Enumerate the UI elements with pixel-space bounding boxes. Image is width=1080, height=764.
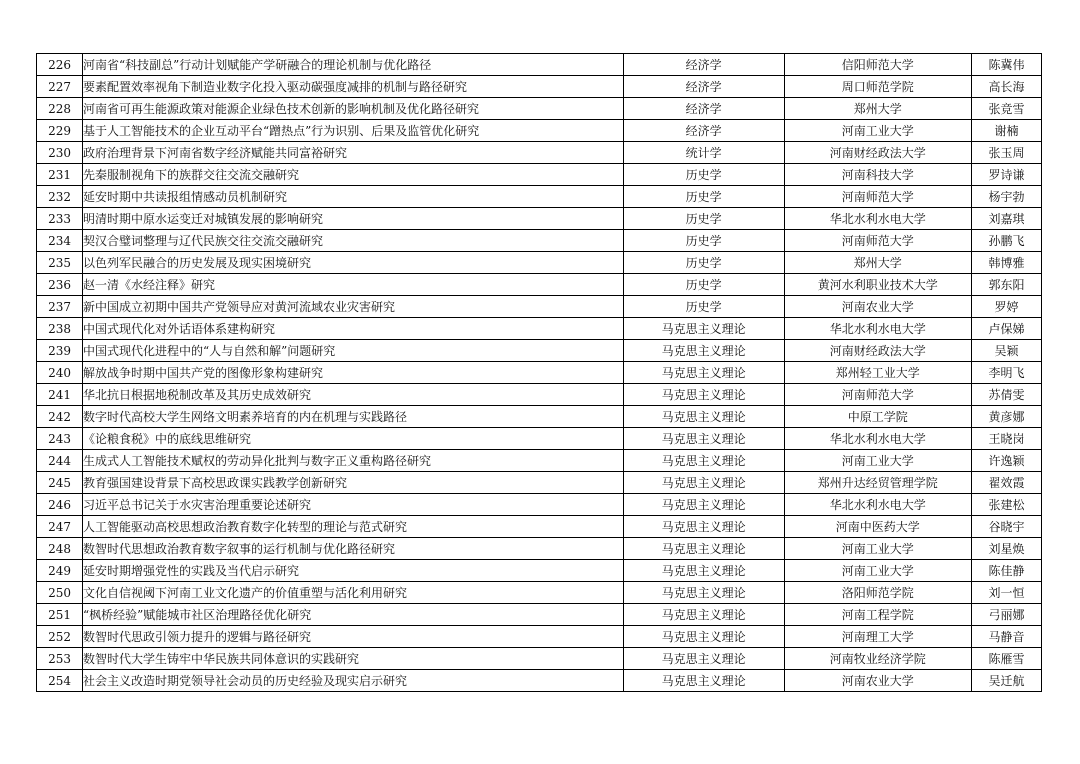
discipline-cell: 历史学 — [623, 164, 784, 186]
table-row — [37, 560, 1042, 582]
applicant-name-cell: 陈佳静 — [971, 560, 1041, 582]
table-row — [37, 604, 1042, 626]
discipline-cell: 马克思主义理论 — [623, 538, 784, 560]
table-row — [37, 626, 1042, 648]
project-title-cell: 政府治理背景下河南省数字经济赋能共同富裕研究 — [83, 142, 624, 164]
project-title-cell: 生成式人工智能技术赋权的劳动异化批判与数字正义重构路径研究 — [83, 450, 624, 472]
table-row — [37, 208, 1042, 230]
row-number-cell: 235 — [37, 252, 83, 274]
discipline-cell: 马克思主义理论 — [623, 472, 784, 494]
table-row — [37, 164, 1042, 186]
project-title-cell: 华北抗日根据地税制改革及其历史成效研究 — [83, 384, 624, 406]
institution-cell: 华北水利水电大学 — [784, 208, 971, 230]
institution-cell: 华北水利水电大学 — [784, 494, 971, 516]
table-row — [37, 54, 1042, 76]
project-title-cell: 文化自信视阈下河南工业文化遗产的价值重塑与活化利用研究 — [83, 582, 624, 604]
discipline-cell: 经济学 — [623, 98, 784, 120]
table-row — [37, 186, 1042, 208]
discipline-cell: 马克思主义理论 — [623, 582, 784, 604]
applicant-name-cell: 郭东阳 — [971, 274, 1041, 296]
project-title-cell: 《论粮食税》中的底线思维研究 — [83, 428, 624, 450]
row-number-cell: 241 — [37, 384, 83, 406]
table-row — [37, 296, 1042, 318]
row-number-cell: 248 — [37, 538, 83, 560]
row-number-cell: 245 — [37, 472, 83, 494]
institution-cell: 河南师范大学 — [784, 384, 971, 406]
project-title-cell: 先秦服制视角下的族群交往交流交融研究 — [83, 164, 624, 186]
row-number-cell: 242 — [37, 406, 83, 428]
applicant-name-cell: 罗婷 — [971, 296, 1041, 318]
discipline-cell: 马克思主义理论 — [623, 516, 784, 538]
row-number-cell: 229 — [37, 120, 83, 142]
institution-cell: 郑州升达经贸管理学院 — [784, 472, 971, 494]
row-number-cell: 228 — [37, 98, 83, 120]
table-row — [37, 516, 1042, 538]
applicant-name-cell: 马静音 — [971, 626, 1041, 648]
applicant-name-cell: 苏倩雯 — [971, 384, 1041, 406]
applicant-name-cell: 张玉周 — [971, 142, 1041, 164]
discipline-cell: 经济学 — [623, 76, 784, 98]
institution-cell: 河南科技大学 — [784, 164, 971, 186]
discipline-cell: 历史学 — [623, 252, 784, 274]
row-number-cell: 231 — [37, 164, 83, 186]
institution-cell: 信阳师范大学 — [784, 54, 971, 76]
row-number-cell: 237 — [37, 296, 83, 318]
table-row — [37, 538, 1042, 560]
table-row — [37, 230, 1042, 252]
table-row — [37, 472, 1042, 494]
discipline-cell: 历史学 — [623, 230, 784, 252]
row-number-cell: 233 — [37, 208, 83, 230]
applicant-name-cell: 陈冀伟 — [971, 54, 1041, 76]
institution-cell: 郑州大学 — [784, 98, 971, 120]
discipline-cell: 马克思主义理论 — [623, 560, 784, 582]
institution-cell: 河南工业大学 — [784, 120, 971, 142]
project-table — [36, 53, 1042, 692]
row-number-cell: 230 — [37, 142, 83, 164]
row-number-cell: 240 — [37, 362, 83, 384]
institution-cell: 河南工业大学 — [784, 560, 971, 582]
applicant-name-cell: 黄彦娜 — [971, 406, 1041, 428]
table-row — [37, 362, 1042, 384]
discipline-cell: 马克思主义理论 — [623, 670, 784, 692]
project-title-cell: 河南省可再生能源政策对能源企业绿色技术创新的影响机制及优化路径研究 — [83, 98, 624, 120]
applicant-name-cell: 张建松 — [971, 494, 1041, 516]
applicant-name-cell: 张竞雪 — [971, 98, 1041, 120]
table-row — [37, 76, 1042, 98]
project-title-cell: 数智时代大学生铸牢中华民族共同体意识的实践研究 — [83, 648, 624, 670]
project-title-cell: 要素配置效率视角下制造业数字化投入驱动碳强度减排的机制与路径研究 — [83, 76, 624, 98]
row-number-cell: 227 — [37, 76, 83, 98]
row-number-cell: 243 — [37, 428, 83, 450]
institution-cell: 华北水利水电大学 — [784, 318, 971, 340]
discipline-cell: 马克思主义理论 — [623, 648, 784, 670]
row-number-cell: 246 — [37, 494, 83, 516]
table-row — [37, 582, 1042, 604]
applicant-name-cell: 杨宇勃 — [971, 186, 1041, 208]
row-number-cell: 232 — [37, 186, 83, 208]
institution-cell: 河南理工大学 — [784, 626, 971, 648]
institution-cell: 河南工业大学 — [784, 450, 971, 472]
discipline-cell: 历史学 — [623, 186, 784, 208]
discipline-cell: 马克思主义理论 — [623, 340, 784, 362]
project-title-cell: 契汉合璧词整理与辽代民族交往交流交融研究 — [83, 230, 624, 252]
institution-cell: 华北水利水电大学 — [784, 428, 971, 450]
applicant-name-cell: 卢保娣 — [971, 318, 1041, 340]
table-row — [37, 670, 1042, 692]
applicant-name-cell: 孙鹏飞 — [971, 230, 1041, 252]
table-row — [37, 252, 1042, 274]
project-title-cell: 以色列军民融合的历史发展及现实困境研究 — [83, 252, 624, 274]
row-number-cell: 253 — [37, 648, 83, 670]
table-row — [37, 428, 1042, 450]
table-row — [37, 384, 1042, 406]
project-title-cell: 赵一清《水经注释》研究 — [83, 274, 624, 296]
row-number-cell: 251 — [37, 604, 83, 626]
discipline-cell: 马克思主义理论 — [623, 318, 784, 340]
institution-cell: 郑州轻工业大学 — [784, 362, 971, 384]
table-body — [37, 54, 1042, 692]
institution-cell: 河南工业大学 — [784, 538, 971, 560]
institution-cell: 河南财经政法大学 — [784, 142, 971, 164]
table-row — [37, 340, 1042, 362]
applicant-name-cell: 罗诗谦 — [971, 164, 1041, 186]
row-number-cell: 252 — [37, 626, 83, 648]
project-title-cell: “枫桥经验”赋能城市社区治理路径优化研究 — [83, 604, 624, 626]
row-number-cell: 244 — [37, 450, 83, 472]
applicant-name-cell: 高长海 — [971, 76, 1041, 98]
institution-cell: 郑州大学 — [784, 252, 971, 274]
institution-cell: 河南农业大学 — [784, 296, 971, 318]
institution-cell: 河南中医药大学 — [784, 516, 971, 538]
project-title-cell: 数智时代思想政治教育数字叙事的运行机制与优化路径研究 — [83, 538, 624, 560]
discipline-cell: 马克思主义理论 — [623, 406, 784, 428]
discipline-cell: 历史学 — [623, 296, 784, 318]
discipline-cell: 马克思主义理论 — [623, 626, 784, 648]
institution-cell: 黄河水利职业技术大学 — [784, 274, 971, 296]
discipline-cell: 历史学 — [623, 208, 784, 230]
table-row — [37, 98, 1042, 120]
discipline-cell: 马克思主义理论 — [623, 384, 784, 406]
applicant-name-cell: 吴颖 — [971, 340, 1041, 362]
discipline-cell: 马克思主义理论 — [623, 604, 784, 626]
applicant-name-cell: 陈雁雪 — [971, 648, 1041, 670]
project-title-cell: 习近平总书记关于水灾害治理重要论述研究 — [83, 494, 624, 516]
table-row — [37, 274, 1042, 296]
table-row — [37, 648, 1042, 670]
project-title-cell: 明清时期中原水运变迁对城镇发展的影响研究 — [83, 208, 624, 230]
table-row — [37, 318, 1042, 340]
applicant-name-cell: 翟效霞 — [971, 472, 1041, 494]
table-row — [37, 494, 1042, 516]
discipline-cell: 马克思主义理论 — [623, 362, 784, 384]
project-title-cell: 新中国成立初期中国共产党领导应对黄河流域农业灾害研究 — [83, 296, 624, 318]
project-title-cell: 中国式现代化进程中的“人与自然和解”问题研究 — [83, 340, 624, 362]
applicant-name-cell: 吴迁航 — [971, 670, 1041, 692]
institution-cell: 河南工程学院 — [784, 604, 971, 626]
institution-cell: 中原工学院 — [784, 406, 971, 428]
applicant-name-cell: 李明飞 — [971, 362, 1041, 384]
applicant-name-cell: 谷晓宇 — [971, 516, 1041, 538]
row-number-cell: 254 — [37, 670, 83, 692]
project-title-cell: 数字时代高校大学生网络文明素养培育的内在机理与实践路径 — [83, 406, 624, 428]
discipline-cell: 历史学 — [623, 274, 784, 296]
row-number-cell: 238 — [37, 318, 83, 340]
institution-cell: 河南师范大学 — [784, 230, 971, 252]
applicant-name-cell: 谢楠 — [971, 120, 1041, 142]
institution-cell: 洛阳师范学院 — [784, 582, 971, 604]
discipline-cell: 马克思主义理论 — [623, 428, 784, 450]
project-title-cell: 解放战争时期中国共产党的图像形象构建研究 — [83, 362, 624, 384]
institution-cell: 周口师范学院 — [784, 76, 971, 98]
row-number-cell: 226 — [37, 54, 83, 76]
row-number-cell: 236 — [37, 274, 83, 296]
project-title-cell: 基于人工智能技术的企业互动平台“蹭热点”行为识别、后果及监管优化研究 — [83, 120, 624, 142]
discipline-cell: 经济学 — [623, 120, 784, 142]
row-number-cell: 234 — [37, 230, 83, 252]
applicant-name-cell: 许逸颖 — [971, 450, 1041, 472]
applicant-name-cell: 刘嘉琪 — [971, 208, 1041, 230]
project-title-cell: 教育强国建设背景下高校思政课实践教学创新研究 — [83, 472, 624, 494]
discipline-cell: 统计学 — [623, 142, 784, 164]
applicant-name-cell: 王晓岗 — [971, 428, 1041, 450]
institution-cell: 河南师范大学 — [784, 186, 971, 208]
table-row — [37, 406, 1042, 428]
applicant-name-cell: 弓丽娜 — [971, 604, 1041, 626]
project-title-cell: 中国式现代化对外话语体系建构研究 — [83, 318, 624, 340]
institution-cell: 河南农业大学 — [784, 670, 971, 692]
project-title-cell: 延安时期增强党性的实践及当代启示研究 — [83, 560, 624, 582]
discipline-cell: 经济学 — [623, 54, 784, 76]
row-number-cell: 247 — [37, 516, 83, 538]
project-title-cell: 河南省“科技副总”行动计划赋能产学研融合的理论机制与优化路径 — [83, 54, 624, 76]
institution-cell: 河南财经政法大学 — [784, 340, 971, 362]
row-number-cell: 250 — [37, 582, 83, 604]
applicant-name-cell: 韩博雅 — [971, 252, 1041, 274]
institution-cell: 河南牧业经济学院 — [784, 648, 971, 670]
table-row — [37, 120, 1042, 142]
table-row — [37, 142, 1042, 164]
discipline-cell: 马克思主义理论 — [623, 450, 784, 472]
discipline-cell: 马克思主义理论 — [623, 494, 784, 516]
applicant-name-cell: 刘星焕 — [971, 538, 1041, 560]
project-title-cell: 延安时期中共读报组情感动员机制研究 — [83, 186, 624, 208]
table-row — [37, 450, 1042, 472]
project-title-cell: 数智时代思政引领力提升的逻辑与路径研究 — [83, 626, 624, 648]
row-number-cell: 249 — [37, 560, 83, 582]
applicant-name-cell: 刘一恒 — [971, 582, 1041, 604]
project-title-cell: 人工智能驱动高校思想政治教育数字化转型的理论与范式研究 — [83, 516, 624, 538]
project-title-cell: 社会主义改造时期党领导社会动员的历史经验及现实启示研究 — [83, 670, 624, 692]
row-number-cell: 239 — [37, 340, 83, 362]
